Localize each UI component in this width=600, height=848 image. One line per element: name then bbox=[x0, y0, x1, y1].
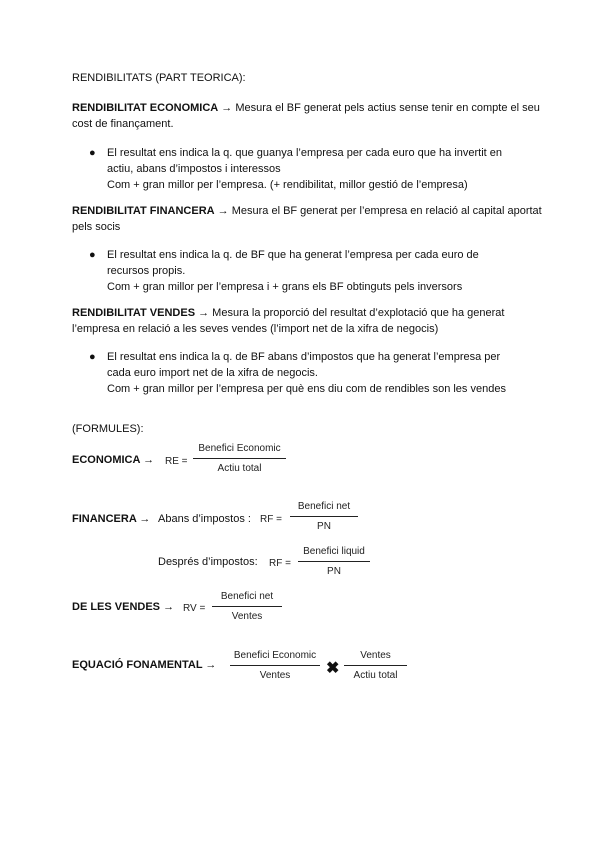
section-vendes bbox=[72, 305, 542, 337]
formula-variable: RF = bbox=[269, 558, 291, 569]
list-item bbox=[72, 349, 522, 397]
denominator: PN bbox=[317, 521, 331, 532]
section-heading: RENDIBILITAT FINANCERA bbox=[72, 205, 215, 217]
arrow: → bbox=[218, 102, 236, 114]
bullet-icon: ● bbox=[89, 147, 96, 159]
numerator: Benefici Economic bbox=[198, 443, 281, 454]
fraction bbox=[290, 500, 358, 534]
document-title: RENDIBILITATS (PART TEORICA): bbox=[72, 72, 246, 84]
fraction-bar bbox=[193, 458, 286, 459]
bullet-list bbox=[72, 247, 522, 295]
numerator: Benefici net bbox=[220, 591, 274, 602]
multiply-icon: ✖ bbox=[326, 660, 340, 677]
bullet-text-2: Com + gran millor per l’empresa i + grans els BF obtinguts pels inversors bbox=[107, 281, 463, 293]
bullet-icon: ● bbox=[89, 351, 96, 363]
bullet-icon: ● bbox=[89, 249, 96, 261]
bullet-list bbox=[72, 145, 522, 193]
fraction bbox=[230, 649, 320, 683]
fraction-bar bbox=[290, 516, 358, 517]
section-description: Mesura el BF generat per l’empresa en relació al capital aportat pels socis bbox=[72, 205, 542, 233]
fraction bbox=[212, 590, 282, 624]
section-financera bbox=[72, 203, 542, 235]
bullet-list bbox=[72, 349, 522, 397]
fraction-bar bbox=[230, 665, 320, 666]
denominator: Actiu total bbox=[217, 463, 262, 474]
formula-label-economica: ECONOMICA → bbox=[72, 454, 155, 466]
fraction bbox=[193, 442, 286, 476]
list-item bbox=[72, 145, 522, 193]
formula-variable: RF = bbox=[260, 514, 282, 525]
bullet-text: El resultat ens indica la q. de BF que ha generat l’empresa per cada euro de recursos propis. bbox=[107, 249, 479, 277]
bullet-text: El resultat ens indica la q. de BF abans d’impostos que ha generat l’empresa per cada euro import net de la xifra de negocis. bbox=[107, 351, 501, 379]
fraction-bar bbox=[298, 561, 370, 562]
numerator: Benefici liquid bbox=[303, 546, 365, 557]
section-heading: RENDIBILITAT VENDES bbox=[72, 307, 196, 319]
after-taxes-label: Després d’impostos: bbox=[158, 556, 258, 568]
numerator: Benefici Economic bbox=[233, 650, 317, 661]
denominator: PN bbox=[327, 566, 341, 577]
before-taxes-label: Abans d’impostos : bbox=[158, 513, 251, 525]
denominator: Ventes bbox=[231, 611, 263, 622]
bullet-text: El resultat ens indica la q. que guanya l’empresa per cada euro que ha invertit en actiu, abans d’impostos i interessos bbox=[107, 147, 503, 175]
numerator: Benefici net bbox=[297, 501, 351, 512]
formula-variable: RV = bbox=[183, 603, 206, 614]
arrow: → bbox=[214, 205, 232, 217]
formula-label-fonamental: EQUACIÓ FONAMENTAL → bbox=[72, 659, 217, 671]
bullet-text-2: Com + gran millor per l’empresa per què ens diu com de rendibles son les vendes bbox=[107, 383, 506, 395]
fraction-bar bbox=[212, 606, 282, 607]
numerator: Ventes bbox=[360, 650, 391, 661]
section-description: Mesura la proporció del resultat d’explotació que ha generat l’empresa en relació a les seves vendes (l’import net de la xifra de negocis) bbox=[72, 307, 505, 335]
section-description: Mesura el BF generat pels actius sense tenir en compte el seu cost de finançament. bbox=[72, 102, 540, 130]
fraction bbox=[298, 545, 370, 579]
formulas-title: (FORMULES): bbox=[72, 423, 144, 435]
formula-label-financera: FINANCERA → bbox=[72, 513, 151, 525]
bullet-text-2: Com + gran millor per l’empresa. (+ rendibilitat, millor gestió de l’empresa) bbox=[107, 179, 468, 191]
denominator: Actiu total bbox=[353, 670, 398, 681]
fraction-bar bbox=[344, 665, 407, 666]
list-item bbox=[72, 247, 522, 295]
formula-label-vendes: DE LES VENDES → bbox=[72, 601, 175, 613]
formula-variable: RE = bbox=[165, 456, 188, 467]
arrow: → bbox=[195, 307, 213, 319]
fraction bbox=[344, 649, 407, 683]
section-economica bbox=[72, 100, 542, 132]
denominator: Ventes bbox=[259, 670, 291, 681]
section-heading: RENDIBILITAT ECONOMICA bbox=[72, 102, 219, 114]
